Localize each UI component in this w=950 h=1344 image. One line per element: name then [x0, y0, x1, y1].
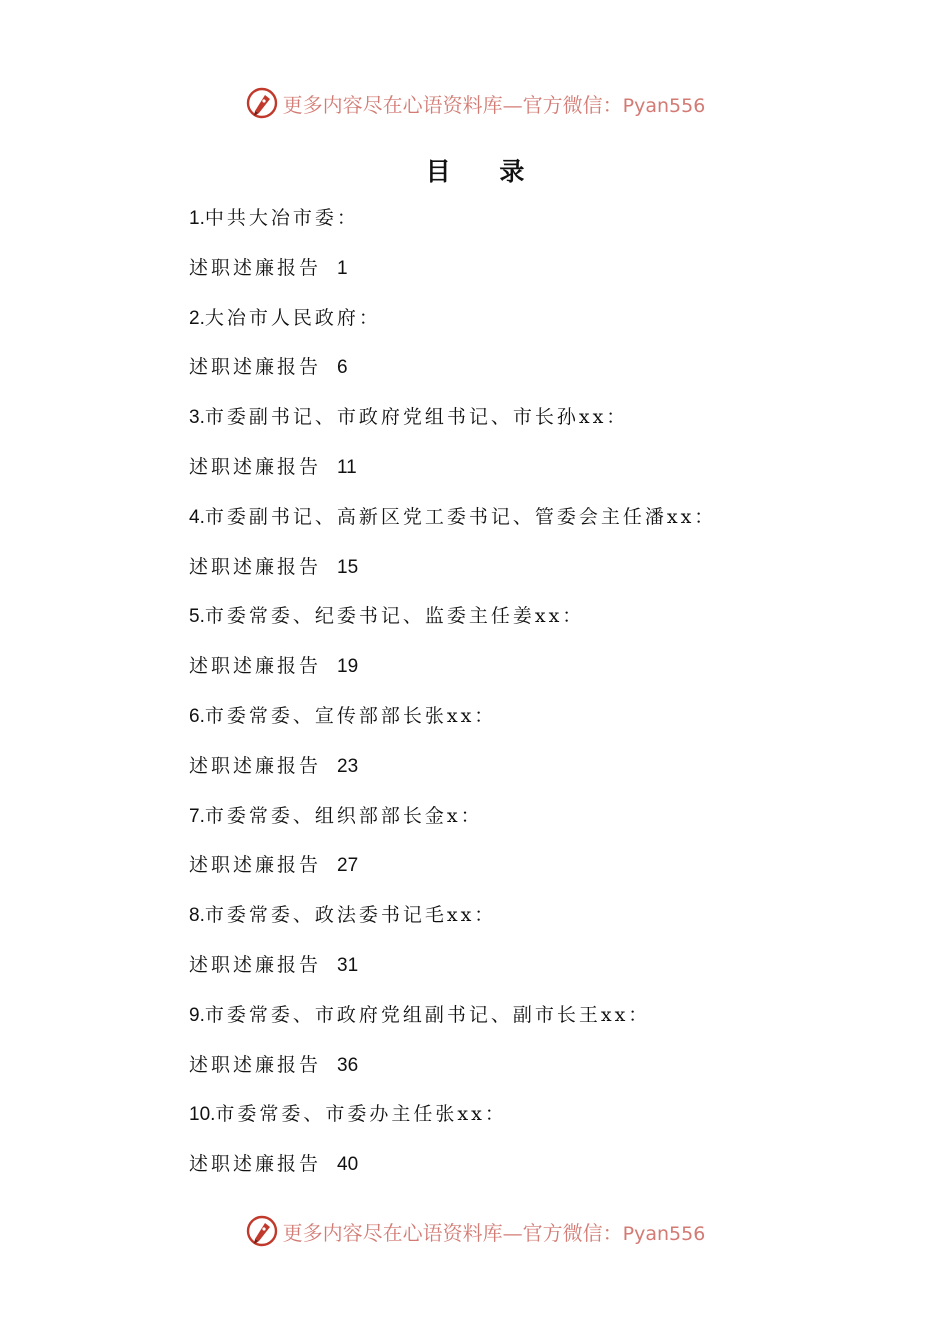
toc-entry-heading[interactable] [189, 497, 829, 547]
toc-entry-label: 述职述廉报告 [189, 256, 322, 279]
toc-entry-heading[interactable] [189, 895, 829, 945]
banner-account: Pyan556 [622, 94, 706, 117]
toc-entry-heading[interactable] [189, 1094, 829, 1144]
toc-entry-page-number: 1 [337, 257, 348, 279]
toc-entry-label-line[interactable] [189, 248, 829, 298]
toc-entry-number: 6. [189, 705, 205, 727]
toc-entry-page-number: 27 [337, 855, 359, 877]
toc-entry-title: 市委副书记、高新区党工委书记、管委会主任潘xx： [204, 505, 717, 528]
toc-entry-title: 市委副书记、市政府党组书记、市长孙xx： [204, 406, 629, 429]
toc-entry-page-number: 36 [337, 1054, 359, 1076]
banner-text: 更多内容尽在心语资料库—官方微信： [282, 92, 623, 117]
toc-entry-title: 市委常委、政法委书记毛xx： [204, 904, 497, 927]
toc-entry-number: 8. [189, 905, 205, 927]
toc-entry-heading[interactable] [189, 995, 829, 1045]
toc-entry-page-number: 15 [337, 556, 359, 578]
footer-watermark-banner [0, 1209, 950, 1253]
toc-entry-label-line[interactable] [189, 547, 829, 597]
toc-entry-title: 市委常委、市委办主任张xx： [215, 1103, 507, 1126]
table-of-contents [189, 198, 829, 1194]
toc-entry-number: 2. [189, 307, 205, 329]
banner-account: Pyan556 [622, 1222, 706, 1245]
toc-entry-label-line[interactable] [189, 447, 829, 497]
toc-entry-label: 述职述廉报告 [189, 655, 322, 678]
toc-entry-label: 述职述廉报告 [189, 1053, 322, 1076]
toc-entry-heading[interactable] [189, 696, 829, 746]
toc-entry-label: 述职述廉报告 [189, 754, 322, 777]
toc-entry-number: 4. [189, 506, 205, 528]
toc-entry-number: 7. [189, 805, 205, 827]
toc-entry-number: 5. [189, 606, 205, 628]
toc-entry-label-line[interactable] [189, 1144, 829, 1194]
toc-entry-number: 9. [189, 1004, 205, 1026]
toc-entry-title: 市委常委、组织部部长金x： [204, 804, 483, 827]
toc-entry-page-number: 19 [337, 656, 359, 678]
page-title: 目 录 [425, 157, 545, 186]
toc-entry-label-line[interactable] [189, 1045, 829, 1095]
toc-entry-title: 市委常委、纪委书记、监委主任姜xx： [204, 605, 585, 628]
toc-entry-heading[interactable] [189, 397, 829, 447]
toc-entry-label: 述职述廉报告 [189, 854, 322, 877]
toc-entry-label: 述职述廉报告 [189, 455, 322, 478]
toc-entry-heading[interactable] [189, 596, 829, 646]
toc-entry-heading[interactable] [189, 198, 829, 248]
pen-nib-logo-icon [245, 86, 279, 120]
toc-entry-page-number: 31 [337, 954, 359, 976]
toc-entry-label: 述职述廉报告 [189, 1153, 322, 1176]
toc-entry-number: 3. [189, 407, 205, 429]
toc-entry-label-line[interactable] [189, 646, 829, 696]
toc-entry-label-line[interactable] [189, 845, 829, 895]
toc-entry-number: 10. [189, 1104, 216, 1126]
toc-entry-label: 述职述廉报告 [189, 356, 322, 379]
toc-entry-label-line[interactable] [189, 945, 829, 995]
toc-entry-title: 市委常委、市政府党组副书记、副市长王xx： [204, 1003, 651, 1026]
toc-entry-page-number: 40 [337, 1154, 359, 1176]
banner-text: 更多内容尽在心语资料库—官方微信： [282, 1220, 623, 1245]
toc-entry-label-line[interactable] [189, 347, 829, 397]
pen-nib-logo-icon [245, 1214, 279, 1248]
toc-entry-title: 市委常委、宣传部部长张xx： [204, 704, 497, 727]
toc-entry-label: 述职述廉报告 [189, 555, 322, 578]
toc-entry-label: 述职述廉报告 [189, 953, 322, 976]
toc-entry-title: 中共大冶市委： [204, 207, 359, 229]
toc-entry-heading[interactable] [189, 298, 829, 348]
toc-entry-number: 1. [189, 208, 205, 229]
toc-entry-page-number: 11 [337, 456, 357, 478]
toc-entry-page-number: 23 [337, 755, 359, 777]
header-watermark-banner [0, 81, 950, 125]
toc-entry-label-line[interactable] [189, 746, 829, 796]
toc-entry-page-number: 6 [337, 357, 348, 379]
toc-entry-title: 大冶市人民政府： [204, 306, 381, 329]
toc-entry-heading[interactable] [189, 796, 829, 846]
